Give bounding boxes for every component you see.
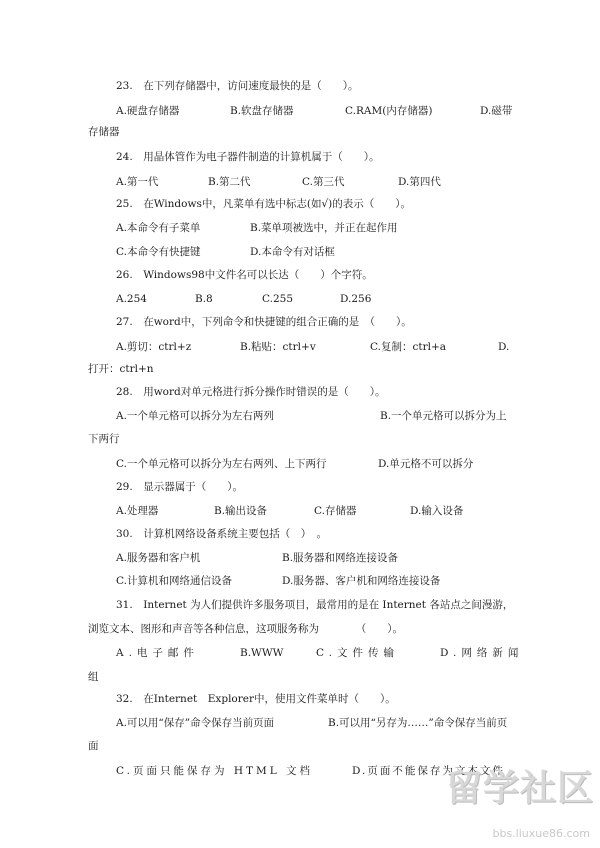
option: D.第四代 <box>398 176 441 188</box>
option-wrap: 面 <box>88 740 99 752</box>
option: B.WWW <box>240 647 284 659</box>
question-stem-continued: 浏览文本、图形和声音等各种信息，这项服务称为 （ ）。 <box>88 623 403 635</box>
question-stem: 25. 在Windows中，凡菜单有选中标志(如√)的表示（ ）。 <box>116 198 411 210</box>
watermark-title: 留学社区 <box>445 768 594 809</box>
question-stem: 28. 用word对单元格进行拆分操作时错误的是（ ）。 <box>116 386 386 398</box>
option: C.一个单元格可以拆分为左右两列、上下两行 <box>116 458 327 470</box>
option-wrap: 存储器 <box>88 126 120 138</box>
option: D.服务器、客户机和网络连接设备 <box>282 575 441 587</box>
option: B.输出设备 <box>214 505 268 517</box>
option: B.粘贴：ctrl+v <box>240 341 316 353</box>
option: A.第一代 <box>116 176 159 188</box>
option: D.输入设备 <box>410 505 464 517</box>
option: C.存储器 <box>314 505 357 517</box>
question-stem: 31. Internet 为人们提供许多服务项目，最常用的是在 Internet 各站点之间漫游， <box>116 599 514 611</box>
question-stem: 32. 在Internet Explorer中，使用文件菜单时（ ）。 <box>116 693 396 705</box>
option: B.第二代 <box>208 176 251 188</box>
option: B.软盘存储器 <box>230 105 294 117</box>
question-stem: 30. 计算机网络设备系统主要包括（ ） 。 <box>116 528 327 540</box>
option-wrap: 组 <box>88 671 99 683</box>
option: A.可以用“保存”命令保存当前页面 <box>116 717 275 729</box>
option: A.剪切：ctrl+z <box>116 341 192 353</box>
option: D.单元格不可以拆分 <box>378 458 474 470</box>
option: A.一个单元格可以拆分为左右两列 <box>116 410 274 422</box>
option: B.可以用“另存为……”命令保存当前页 <box>328 717 508 729</box>
option: A.服务器和客户机 <box>116 552 201 564</box>
option: D. <box>498 341 510 353</box>
option: A.本命令有子菜单 <box>116 222 201 234</box>
option: C.文件传输 <box>316 647 399 659</box>
option: D.页面不能保存为文本文件 <box>352 765 505 777</box>
question-stem: 26. Windows98中文件名可以长达（ ）个字符。 <box>116 269 373 281</box>
option: C.复制：ctrl+a <box>370 341 447 353</box>
question-stem: 24. 用晶体管作为电子器件制造的计算机属于（ ）。 <box>116 151 380 163</box>
option: D.本命令有对话框 <box>250 246 335 258</box>
option: C.页面只能保存为 HTML 文档 <box>116 765 314 777</box>
option: C.255 <box>262 293 294 305</box>
watermark-logo <box>434 768 594 840</box>
option: D.256 <box>340 293 372 305</box>
option-wrap: 下两行 <box>88 433 120 445</box>
option: A.处理器 <box>116 505 159 517</box>
question-stem: 23. 在下列存储器中，访问速度最快的是（ ）。 <box>116 80 359 92</box>
option: C.计算机和网络通信设备 <box>116 575 232 587</box>
option: C.本命令有快捷键 <box>116 246 201 258</box>
option: B.8 <box>195 293 213 305</box>
option: A.硬盘存储器 <box>116 105 180 117</box>
question-stem: 27. 在word中，下列命令和快捷键的组合正确的是 （ ）。 <box>116 316 412 328</box>
option-wrap: 打开：ctrl+n <box>88 363 154 375</box>
option: D.网络新闻 <box>440 647 524 659</box>
option: A.254 <box>116 293 147 305</box>
question-stem: 29. 显示器属于（ ）。 <box>116 481 243 493</box>
option: B.菜单项被选中，并正在起作用 <box>250 222 398 234</box>
option: B.服务器和网络连接设备 <box>282 552 399 564</box>
option: C.RAM(内存储器) <box>345 105 433 117</box>
watermark-url: bbs.liuxue86.com <box>492 827 590 840</box>
option: A.电子邮件 <box>116 647 199 659</box>
option: C.第三代 <box>302 176 345 188</box>
option: D.磁带 <box>480 105 513 117</box>
option: B.一个单元格可以拆分为上 <box>380 410 507 422</box>
